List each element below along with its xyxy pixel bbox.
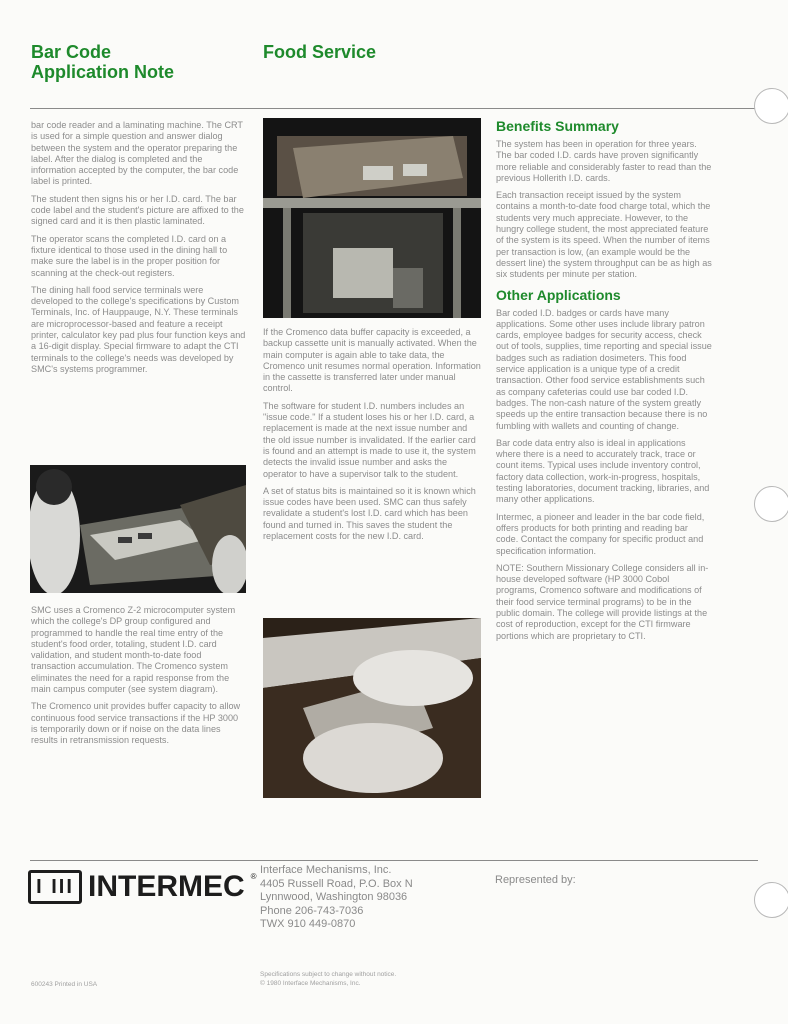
paragraph: Bar code data entry also is ideal in applications where there is a need to accurately track, trace or count items. Typical uses include inventory control, factory data collection, work-in-progress, hospitals, testing laboratories, document tracking, libraries, and many other applications.: [496, 437, 710, 505]
paragraph: Intermec, a pioneer and leader in the bar code field, offers products for both printing and reading bar code. Contact the company for specific product and specification information.: [496, 511, 705, 556]
spec-notice-text: Specifications subject to change without notice.: [260, 971, 397, 978]
benefits-heading: Benefits Summary: [496, 118, 619, 134]
paragraph: The operator scans the completed I.D. card on a fixture identical to those used in the dining hall to make sure the label is in the proper position for scanning at the check-out registers.: [31, 233, 228, 278]
paragraph: Each transaction receipt issued by the system contains a month-to-date food charge total, which the students very much appreciate. However, to the hungry college student, the most appreciated feature of the system is its speed. When the number of items per transaction is low, (an example would be the dessert line) the system throughput can be as high as six students per minute per station.: [496, 190, 712, 280]
other-applications-heading: Other Applications: [496, 286, 621, 303]
paragraph: If the Cromenco data buffer capacity is exceeded, a backup cassette unit is manually activated. When the main computer is again able to take data, the Cromenco unit resumes normal operation. Information in the cassette is transferred later under manual control.: [263, 327, 481, 394]
registered-mark: ®: [250, 872, 257, 881]
header-rule: [30, 108, 758, 109]
address-line: 4405 Russell Road, P.O. Box N: [260, 877, 413, 890]
photo-terminal-operator: [30, 465, 246, 593]
spec-notice: [260, 970, 396, 988]
address-line: Phone 206-743-7036: [260, 904, 364, 917]
paragraph: The Cromenco unit provides buffer capacity to allow continuous food service transactions if the HP 3000 is temporarily down or if noise on the data lines results in retransmission requests.: [31, 701, 241, 746]
represented-by-label: Represented by:: [495, 874, 576, 886]
address-line: TWX 910 449-0870: [260, 918, 356, 930]
column-1: [31, 120, 247, 381]
column-3: [496, 118, 712, 648]
paragraph: The system has been in operation for three years. The bar coded I.D. cards have proven significantly more reliable and considerably faster to read than the previous Hollerith I.D. cards.: [496, 139, 712, 183]
company-address: [260, 864, 413, 932]
paragraph: The student then signs his or her I.D. card. The bar code label and the student's picture are affixed to the signed card and it is then plastic laminated.: [31, 193, 244, 227]
binder-hole-middle: [754, 486, 788, 522]
address-line: Interface Mechanisms, Inc.: [260, 864, 392, 876]
intermec-logo: [28, 870, 257, 904]
paragraph: The dining hall food service terminals were developed to the college's specifications by Custom Terminals, Inc. of Hauppauge, N.Y. These terminals are microprocessor-based and feature a receipt printer, calculator key pad plus four function keys and a 16-digit display. Special firmware to adapt the CTI terminals to the college's needs was developed by SMC's systems programmer.: [31, 284, 246, 374]
title-line-2: Application Note: [31, 62, 174, 82]
binder-hole-top: [754, 88, 788, 124]
footer-rule: [30, 860, 758, 861]
app-note-title: [31, 42, 174, 82]
column-2: [263, 327, 481, 548]
address-line: Lynnwood, Washington 98036: [260, 891, 408, 903]
photo-food-service-terminal: [263, 118, 481, 318]
paragraph: NOTE: Southern Missionary College considers all in-house developed software (HP 3000 Cobol programs, Cromenco software and modifications of their food service terminal programs) to be in the public domain. The college will provide listings at the cost of reproduction, except for the CTI firmware portions which are proprietary to CTI.: [496, 562, 709, 641]
binder-hole-bottom: [754, 882, 788, 918]
copyright-text: © 1980 Interface Mechanisms, Inc.: [260, 980, 361, 987]
paragraph: Bar coded I.D. badges or cards have many applications. Some other uses include library patron cards, employee badges for security access, check out of tools, supplies, time reporting and special issue badges such as radiation dosimeters. This food service application is a unique type of a credit transaction. Other food service establishments such as company cafeterias could use bar coded I.D. badges. The non-cash nature of the system greatly speeds up the entire transaction because there is no fumbling with wallets and counting of change.: [496, 307, 712, 431]
column-1-continued: [31, 605, 247, 753]
paragraph: The software for student I.D. numbers includes an "issue code." If a student loses his or her I.D. card, a replacement is made at the next issue number and the old issue number is invalidated. If the earlier card is found and an attempt is made to use it, the system detects the invalid issue number and asks the operator to have a supervisor talk to the student.: [263, 400, 476, 479]
paragraph: bar code reader and a laminating machine. The CRT is used for a simple question and answer dialog between the system and the operator preparing the label. After the dialog is completed and the information accepted by the computer, the bar code label is printed.: [31, 120, 243, 187]
photo-card-scanning: [263, 618, 481, 798]
print-code: 600243 Printed in USA: [31, 981, 98, 988]
paragraph: SMC uses a Cromenco Z-2 microcomputer system which the college's DP group configured and programmed to handle the real time entry of the student's food order, totaling, student I.D. card validation, and student month-to-date food transaction accumulation. The Cromenco system eliminates the need for a rapid response from the main campus computer (see system diagram).: [31, 605, 236, 695]
page-title: Food Service: [263, 42, 377, 62]
logo-badge: I III: [28, 870, 82, 904]
logo-wordmark: INTERMEC: [88, 870, 245, 903]
paragraph: A set of status bits is maintained so it is known which issue codes have been used. SMC can thus safely revalidate a student's lost I.D. card which has been found and turned in. This saves the student the replacement costs for the new I.D. card.: [263, 485, 476, 542]
title-line-1: Bar Code: [31, 42, 112, 62]
